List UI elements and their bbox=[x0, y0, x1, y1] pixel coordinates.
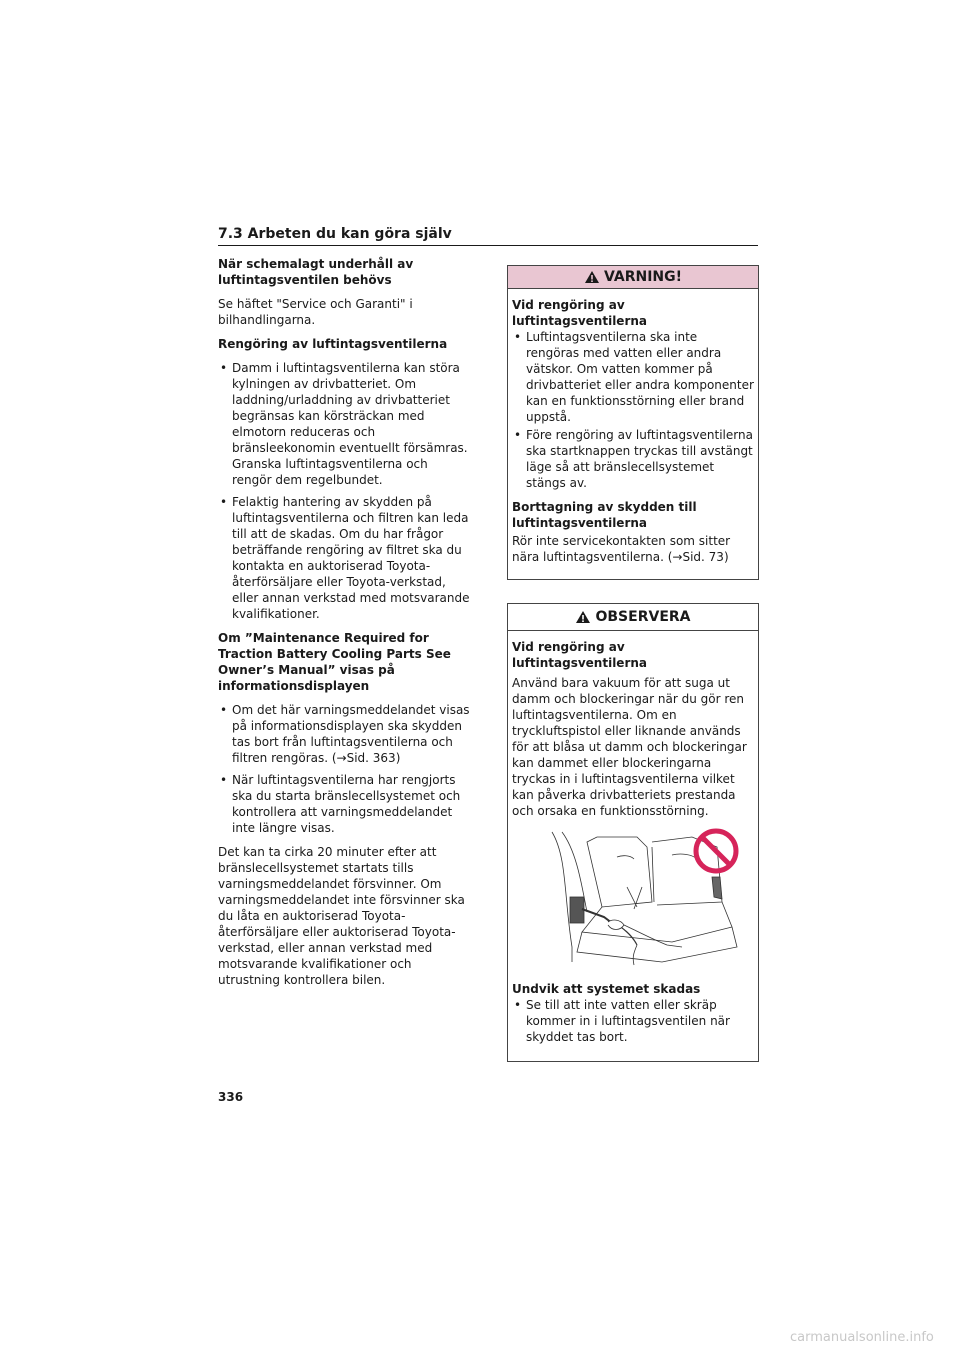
page-number: 336 bbox=[218, 1090, 244, 1104]
notice-title: OBSERVERA bbox=[595, 609, 691, 625]
list-item: • Om det här varningsmeddelandet visas på informationsdisplayen ska skydden tas bort från luftintagsventilerna och filtren rengöras. (→Sid. 363) bbox=[218, 702, 470, 766]
watermark: carmanualsonline.info bbox=[790, 1330, 934, 1345]
warning-triangle-icon bbox=[575, 610, 591, 624]
heading-cleaning: Rengöring av luftintagsventilerna bbox=[218, 337, 448, 351]
notice-header bbox=[508, 604, 758, 631]
warning-body bbox=[508, 289, 758, 579]
notice-box bbox=[507, 603, 759, 1062]
left-column bbox=[218, 256, 470, 996]
warning-para-service-plug: Rör inte servicekontakten som sitter nära luftintagsventilerna. (→Sid. 73) bbox=[512, 534, 731, 564]
warning-header bbox=[508, 266, 758, 289]
warning-heading-cleaning: Vid rengöring av luftintagsventilerna bbox=[512, 298, 647, 328]
list-item: • Före rengöring av luftintagsventilerna ska startknappen tryckas till avstängt läge så att bränslecellsystemet stängs av. bbox=[512, 427, 754, 491]
notice-para-vacuum: Använd bara vakuum för att suga ut damm och blockeringar när du gör ren luftintagsventilerna. Om en tryckluftspistol eller liknande används för att blåsa ut damm och blockeringar kan dammet eller blockeringarna tryckas in i luftintagsventilerna vilket kan påverka drivbatteriets prestanda och orsaka en funktionsstörning. bbox=[512, 676, 747, 818]
list-item: • När luftintagsventilerna har rengjorts ska du starta bränslecellsystemet och kontrollera att varningsmeddelandet inte längre visas. bbox=[218, 772, 470, 836]
notice-heading-cleaning: Vid rengöring av luftintagsventilerna bbox=[512, 640, 647, 670]
prohibition-icon bbox=[692, 827, 740, 875]
list-item: • Luftintagsventilerna ska inte rengöras med vatten eller andra vätskor. Om vatten kommer på drivbatteriet eller andra komponenter kan en funktionsstörning eller brand uppstå. bbox=[512, 329, 754, 425]
notice-heading-avoid-damage: Undvik att systemet skadas bbox=[512, 982, 701, 996]
warning-box bbox=[507, 265, 759, 580]
warning-title: VARNING! bbox=[603, 269, 683, 285]
notice-body bbox=[508, 631, 758, 1061]
notice-bullets bbox=[512, 997, 754, 1045]
heading-maintenance-message: Om ”Maintenance Required for Traction Battery Cooling Parts See Owner’s Manual” visas på informationsdisplayen bbox=[218, 631, 451, 693]
warning-heading-removal: Borttagning av skydden till luftintagsventilerna bbox=[512, 500, 697, 530]
cleaning-bullets bbox=[218, 360, 470, 622]
para-twenty-minutes: Det kan ta cirka 20 minuter efter att bränslecellsystemet startats tills varningsmeddelandet försvinner. Om varningsmeddelandet inte försvinner ska du låta en auktoriserad Toyota-återförsäljare eller auktoriserad Toyota-verkstad, eller annan verkstad med motsvarande kvalifikationer och utrustning kontrollera bilen. bbox=[218, 845, 465, 987]
list-item: • Felaktig hantering av skydden på luftintagsventilerna och filtren kan leda till att de skadas. Om du har frågor beträffande rengöring av filtret ska du kontakta en auktoriserad Toyota-återförsäljare eller Toyota-verkstad, eller annan verkstad med motsvarande kvalifikationer. bbox=[218, 494, 470, 622]
list-item: • Se till att inte vatten eller skräp kommer in i luftintagsventilen när skyddet tas bort. bbox=[512, 997, 754, 1045]
vacuum-illustration bbox=[542, 827, 742, 967]
heading-maintenance-needed: När schemalagt underhåll av luftintagsventilen behövs bbox=[218, 257, 414, 287]
list-item: • Damm i luftintagsventilerna kan störa kylningen av drivbatteriet. Om laddning/urladdning av drivbatteriet begränsas kan körsträckan med elmotorn reduceras och bränsleekonomin eventuellt försämras. Granska luftintagsventilerna och rengör dem regelbundet. bbox=[218, 360, 470, 488]
section-header: 7.3 Arbeten du kan göra själv bbox=[218, 226, 758, 246]
warning-bullets bbox=[512, 329, 754, 491]
para-service-booklet: Se häftet "Service och Garanti" i bilhandlingarna. bbox=[218, 297, 413, 327]
warning-triangle-icon bbox=[584, 270, 600, 284]
message-bullets bbox=[218, 702, 470, 836]
